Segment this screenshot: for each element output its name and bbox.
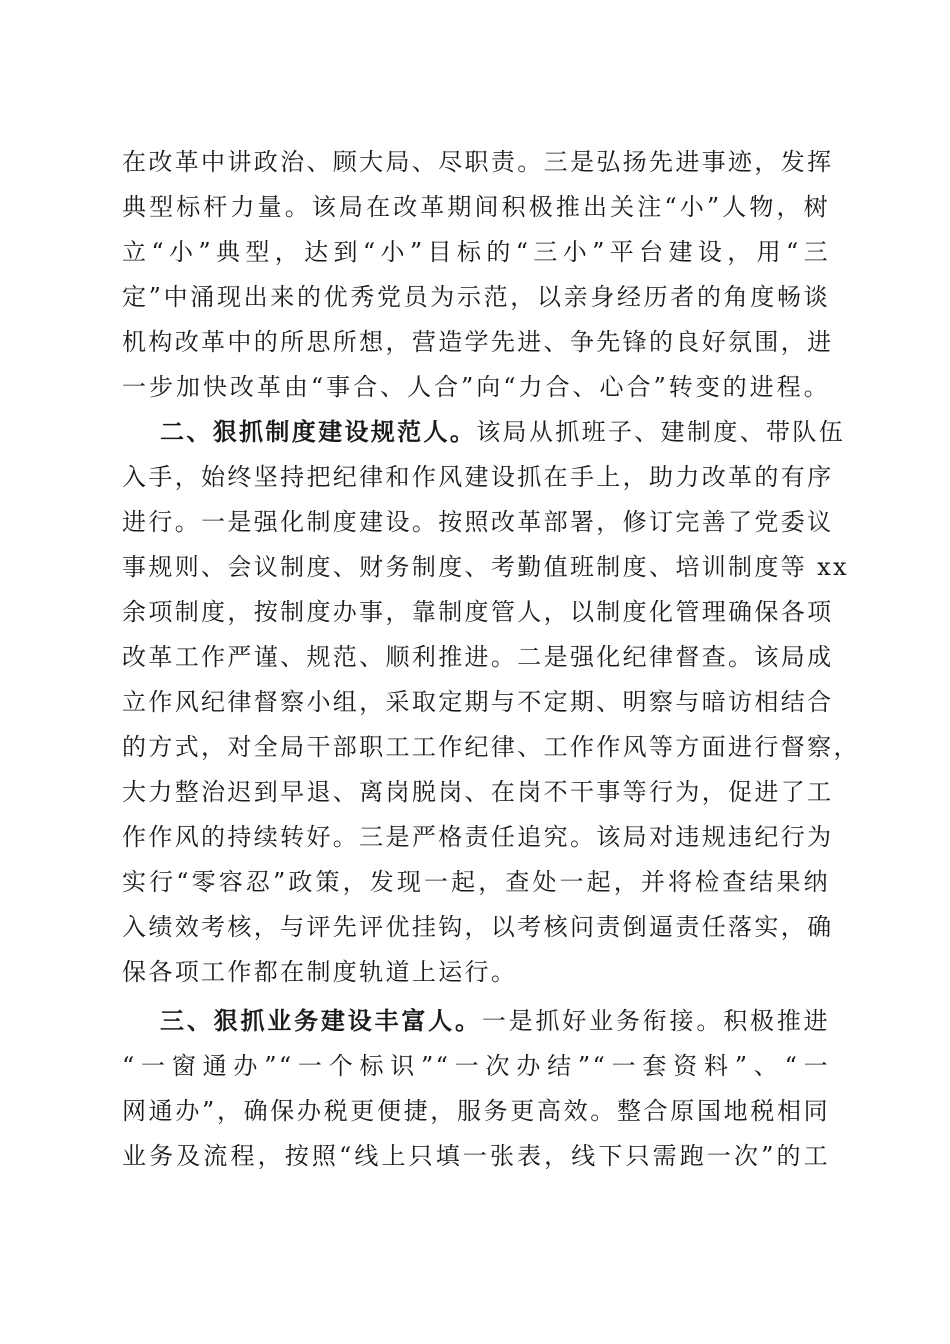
paragraph-line: 定”中涌现出来的优秀党员为示范，以亲身经历者的角度畅谈 <box>122 283 830 311</box>
section-3-first-line <box>160 1001 830 1041</box>
paragraph-line: 在改革中讲政治、顾大局、尽职责。三是弘扬先进事迹，发挥 <box>122 148 834 176</box>
paragraph-line: 一步加快改革由“事合、人合”向“力合、心合”转变的进程。 <box>122 373 830 401</box>
section-2-heading: 二、狠抓制度建设规范人。 <box>160 417 477 446</box>
paragraph-line: “一窗通办”“一个标识”“一次办结”“一套资料”、“一 <box>122 1052 830 1080</box>
paragraph-line: 典型标杆力量。该局在改革期间积极推出关注“小”人物，树 <box>122 193 830 221</box>
paragraph-line: 网通办”，确保办税更便捷，服务更高效。整合原国地税相同 <box>122 1097 830 1125</box>
paragraph-line: 入手，始终坚持把纪律和作风建设抓在手上，助力改革的有序 <box>122 463 834 491</box>
paragraph-line: 大力整治迟到早退、离岗脱岗、在岗不干事等行为，促进了工 <box>122 778 834 806</box>
paragraph-line: 作作风的持续转好。三是严格责任追究。该局对违规违纪行为 <box>122 823 834 851</box>
paragraph-line: 事规则、会议制度、财务制度、考勤值班制度、培训制度等 xx <box>122 553 849 581</box>
paragraph-line: 机构改革中的所思所想，营造学先进、争先锋的良好氛围，进 <box>122 328 834 356</box>
paragraph-line: 立作风纪律督察小组，采取定期与不定期、明察与暗访相结合 <box>122 688 834 716</box>
paragraph-line: 立“小”典型，达到“小”目标的“三小”平台建设，用“三 <box>122 238 830 266</box>
section-3-heading: 三、狠抓业务建设丰富人。 <box>160 1006 482 1035</box>
paragraph-line: 进行。一是强化制度建设。按照改革部署，修订完善了党委议 <box>122 508 834 536</box>
paragraph-line: 业务及流程，按照“线上只填一张表，线下只需跑一次”的工 <box>122 1142 830 1170</box>
paragraph-line: 实行“零容忍”政策，发现一起，查处一起，并将检查结果纳 <box>122 868 830 896</box>
paragraph-line: 余项制度，按制度办事，靠制度管人，以制度化管理确保各项 <box>122 598 834 626</box>
paragraph-line: 入绩效考核，与评先评优挂钩，以考核问责倒逼责任落实，确 <box>122 913 834 941</box>
section-2-first-line-text: 该局从抓班子、建制度、带队伍 <box>476 418 846 446</box>
section-2-first-line <box>160 412 846 452</box>
section-3-first-line-text: 一是抓好业务衔接。积极推进 <box>481 1007 830 1035</box>
paragraph-line: 保各项工作都在制度轨道上运行。 <box>122 958 518 986</box>
paragraph-line: 的方式，对全局干部职工工作纪律、工作作风等方面进行督察， <box>122 733 860 761</box>
paragraph-line: 改革工作严谨、规范、顺利推进。二是强化纪律督查。该局成 <box>122 643 834 671</box>
